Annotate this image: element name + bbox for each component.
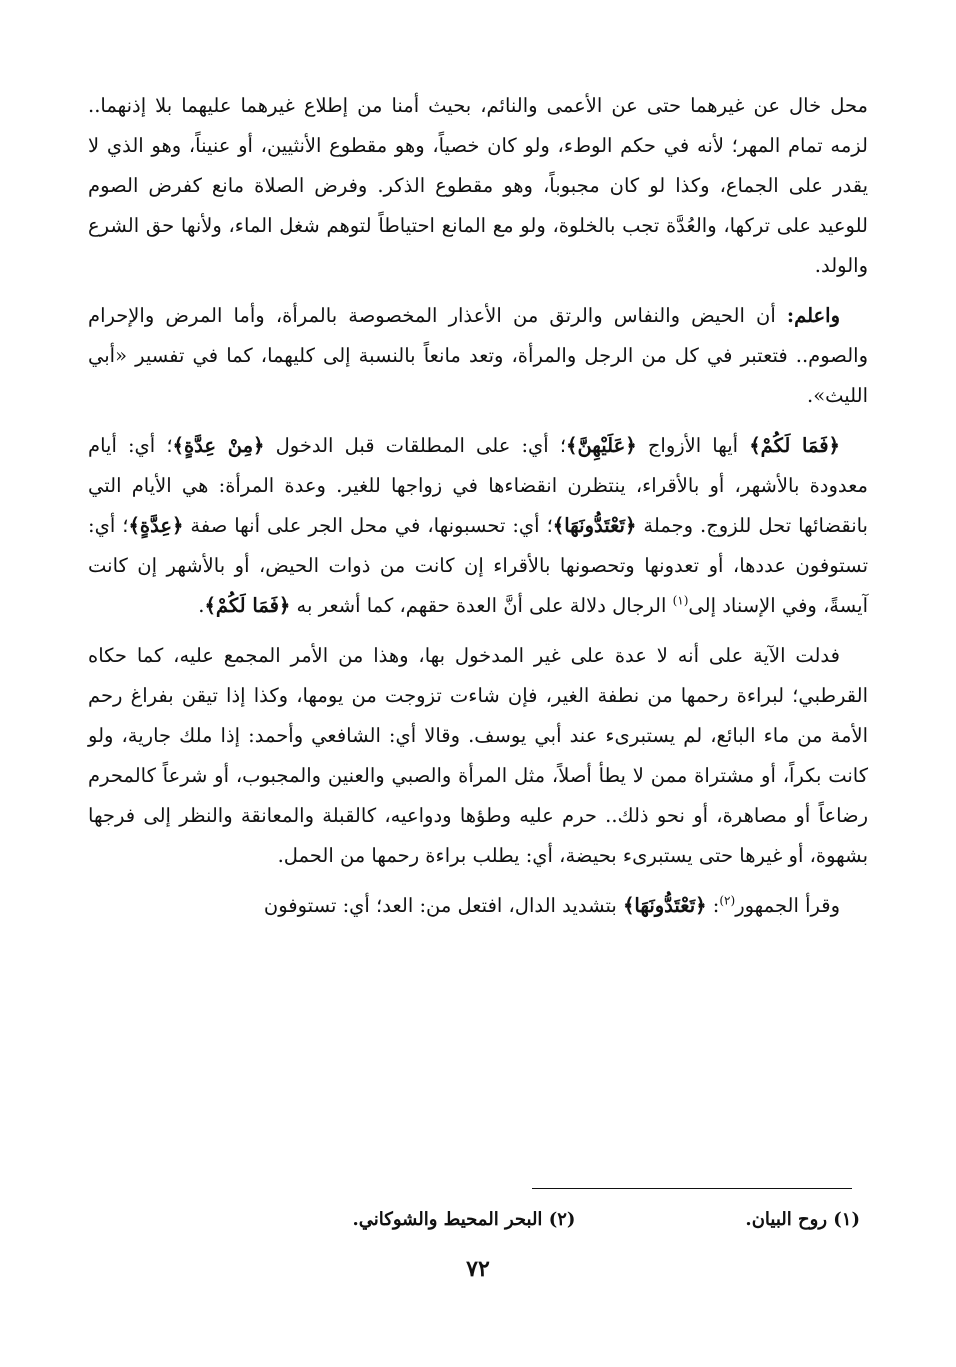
quran-quote: ﴿تَعْتَدُّونَهَا﴾ xyxy=(552,514,637,537)
quran-quote: ﴿فَمَا لَكُمْ﴾ xyxy=(749,434,840,457)
paragraph-5-text: : xyxy=(706,894,720,917)
paragraph-3-text: ؛ أي: تحسبونها، في محل الجر على أنها صفة xyxy=(183,514,553,537)
quran-quote: ﴿تَعْتَدُّونَهَا﴾ xyxy=(622,894,707,917)
paragraph-3-text: . xyxy=(198,594,205,617)
footnote-ref-2: (٢) xyxy=(719,893,736,908)
paragraph-1 xyxy=(88,86,868,286)
footnotes xyxy=(200,1200,860,1240)
footnote-1: (١) روح البيان. xyxy=(745,1209,860,1230)
footnote-2: (٢) البحر المحيط والشوكاني. xyxy=(352,1209,576,1230)
footnote-divider xyxy=(532,1188,852,1189)
paragraph-3-text: ؛ أي: أيام معدودة بالأشهر، أو بالأقراء، ينتظرن انقضاءها في زواجها للغير. وعدة المرأة: هي الأيام التي بانقضائها تحل للزوج. وجملة xyxy=(88,434,868,537)
quran-quote: ﴿عِدَّةٍ﴾ xyxy=(128,514,184,537)
paragraph-5 xyxy=(88,886,868,926)
paragraph-3-text: ؛ أي: تستوفون عددها، أو تعدونها وتحصونها بالأقراء إن كانت من ذوات الحيض، أو بالأشهر إن كانت آيسةً، وفي الإسناد إلى xyxy=(88,514,868,617)
quran-quote: ﴿مِنْ عِدَّةٍ﴾ xyxy=(172,434,265,457)
page-number: ٧٢ xyxy=(466,1256,490,1282)
paragraph-2-text: أن الحيض والنفاس والرتق من الأعذار المخصوصة بالمرأة، وأما المرض والإحرام والصوم.. فتعتبر في كل من الرجل والمرأة، وتعد مانعاً بالنسبة إلى كليهما، كما في تفسير «أبي الليث». xyxy=(88,304,868,407)
paragraph-4-text: فدلت الآية على أنه لا عدة على غير المدخول بها، وهذا من الأمر المجمع عليه، كما حكاه القرطبي؛ لبراءة رحمها من نطفة الغير، فإن شاءت تزوجت من يومها، وكذا إذا تيقن بفراغ رحم الأمة من ماء البائع، لم يستبرىء عند أبي يوسف. وقالا أي: الشافعي وأحمد: إذا ملك جارية، ولو كانت بكراً، أو مشتراة ممن لا يطأ أصلاً، مثل المرأة والصبي والعنين والمجبوب، أو شرعاً كالمحرم رضاعاً أو مصاهرة، أو نحو ذلك.. حرم عليه وطؤها ودواعيه، كالقبلة والمعانقة والنظر إلى فرجها بشهوة، أو غيرها حتى يستبرىء بحيضة، أي: يطلب براءة رحمها من الحمل. xyxy=(88,644,868,867)
paragraph-3 xyxy=(88,426,868,626)
body-text xyxy=(88,86,868,936)
quran-quote: ﴿عَلَيْهِنَّ﴾ xyxy=(566,434,637,457)
paragraph-2 xyxy=(88,296,868,416)
quran-quote: ﴿فَمَا لَكُمْ﴾ xyxy=(204,594,291,617)
paragraph-3-text: أيها الأزواج xyxy=(636,434,750,457)
paragraph-2-lead: واعلم: xyxy=(786,304,840,327)
paragraph-3-text: الرجال دلالة على أنَّ العدة حقهم، كما أشعر به xyxy=(290,594,673,617)
paragraph-4 xyxy=(88,636,868,876)
paragraph-3-text: ؛ أي: على المطلقات قبل الدخول xyxy=(264,434,567,457)
paragraph-5-text: بتشديد الدال، افتعل من: العد؛ أي: تستوفون xyxy=(263,894,623,917)
footnote-ref-1: (١) xyxy=(672,593,689,608)
paragraph-1-text: محل خال عن غيرهما حتى عن الأعمى والنائم، بحيث أمنا من إطلاع غيرهما عليهما بلا إذنهما.. لزمه تمام المهر؛ لأنه في حكم الوطء، ولو كان خصياً، وهو مقطوع الأنثيين، أو عنيناً، وهو الذي لا يقدر على الجماع، وكذا لو كان مجبوباً، وهو مقطوع الذكر. وفرض الصلاة مانع كفرض الصوم للوعيد على تركها، والعُدَّة تجب بالخلوة، ولو مع المانع احتياطاً لتوهم شغل الماء، ولأنها حق الشرع والولد. xyxy=(88,94,868,277)
paragraph-5-text: وقرأ الجمهور xyxy=(735,894,840,917)
